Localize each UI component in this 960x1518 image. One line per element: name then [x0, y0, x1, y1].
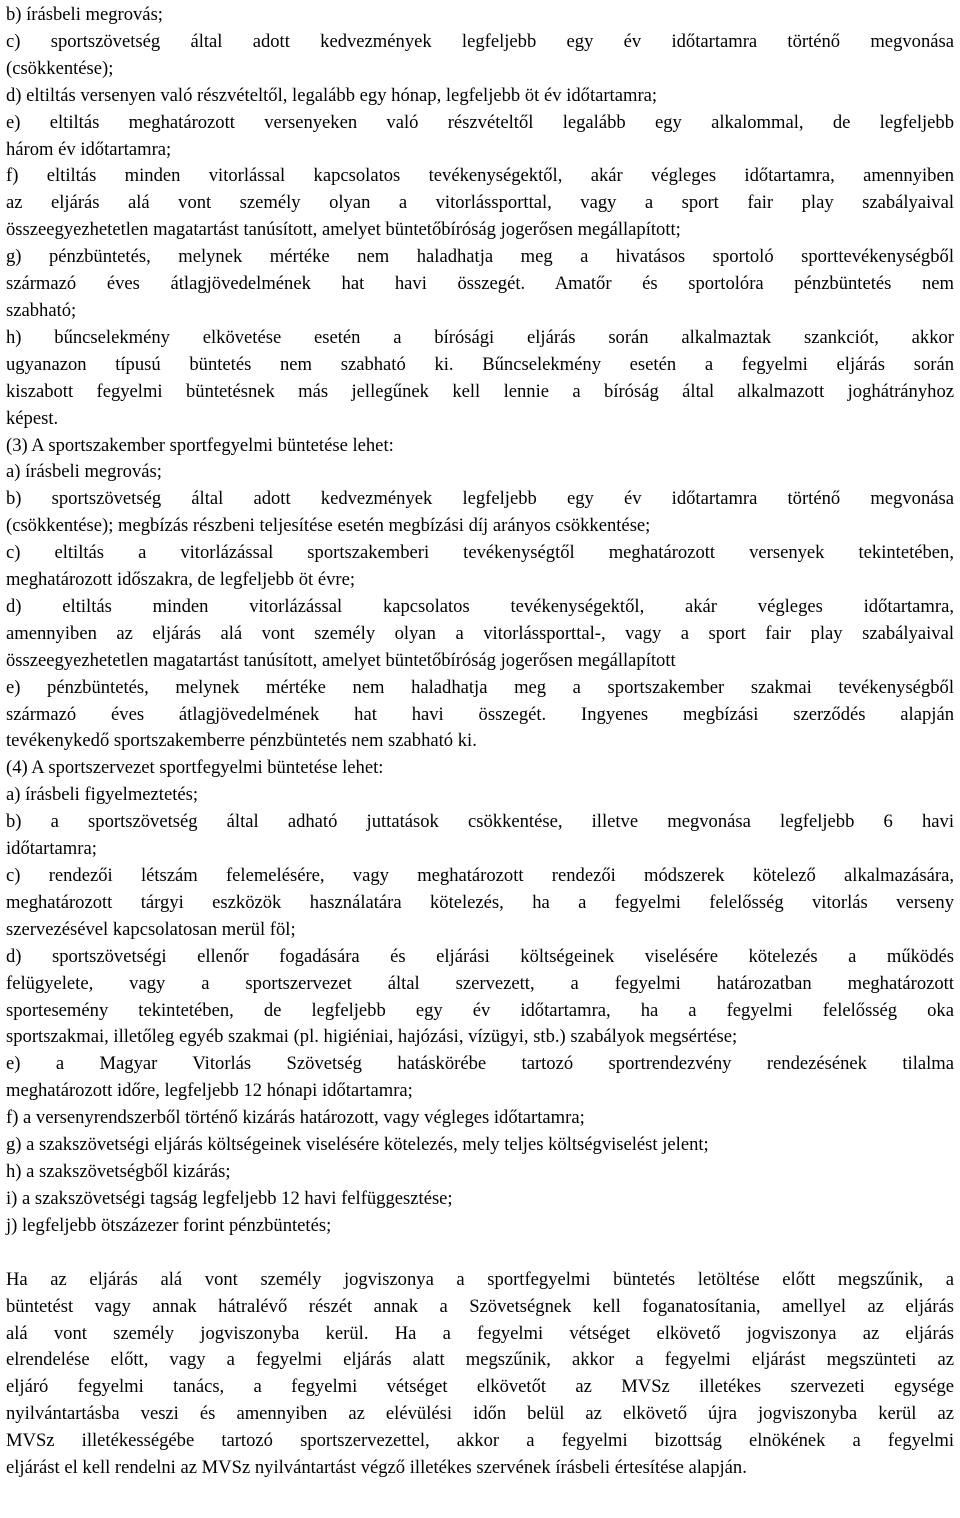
- section-4-item-d: [6, 944, 954, 1052]
- text-line: sportesemény tekintetében, de legfeljebb egy év időtartamra, ha a fegyelmi felelősség oka: [6, 999, 954, 1021]
- text-line: alá vont személy jogviszonyba kerül. Ha a fegyelmi vétséget elkövető jogviszonya az eljárás: [6, 1322, 954, 1344]
- paragraph-gap: [6, 1240, 954, 1267]
- text-line: (3) A sportszakember sportfegyelmi büntetése lehet:: [6, 434, 394, 456]
- text-line: tevékenykedő sportszakemberre pénzbüntetés nem szabható ki.: [6, 730, 477, 752]
- text-line: összeegyezhetetlen magatartást tanúsított, amelyet büntetőbíróság jogerősen megállapított;: [6, 219, 681, 241]
- text-line: d) eltiltás versenyen való részvételtől, legalább egy hónap, legfeljebb öt év időtartamra;: [6, 84, 658, 106]
- text-line: e) eltiltás meghatározott versenyeken való részvételtől legalább egy alkalommal, de legfeljebb: [6, 111, 954, 133]
- text-line: összeegyezhetetlen magatartást tanúsított, amelyet büntetőbíróság jogerősen megállapított: [6, 649, 676, 671]
- section-2-item-b: [6, 2, 954, 29]
- section-3-item-e: [6, 675, 954, 756]
- text-line: (csökkentése); megbízás részbeni teljesítése esetén megbízási díj arányos csökkentése;: [6, 515, 651, 537]
- section-2-item-f: [6, 163, 954, 244]
- text-line: MVSz illetékességébe tartozó sportszervezettel, akkor a fegyelmi bizottság elnökének a fegyelmi: [6, 1430, 954, 1452]
- text-line: szabható;: [6, 299, 77, 321]
- text-line: c) rendezői létszám felemelésére, vagy meghatározott rendezői módszerek kötelező alkalmazására,: [6, 865, 954, 886]
- text-line: az eljárás alá vont személy olyan a vitorlássporttal, vagy a sport fair play szabályaival: [6, 192, 954, 214]
- text-line: (4) A sportszervezet sportfegyelmi büntetése lehet:: [6, 757, 384, 779]
- section-4-item-f: [6, 1105, 954, 1132]
- text-line: j) legfeljebb ötszázezer forint pénzbüntetés;: [6, 1214, 332, 1236]
- text-line: i) a szakszövetségi tagság legfeljebb 12 havi felfüggesztése;: [6, 1187, 453, 1209]
- section-2-item-c: [6, 29, 954, 83]
- text-line: h) bűncselekmény elkövetése esetén a bírósági eljárás során alkalmaztak szankciót, akkor: [6, 326, 954, 348]
- section-3-item-c: [6, 540, 954, 594]
- section-4-item-a: [6, 782, 954, 809]
- section-3-item-b: [6, 486, 954, 540]
- text-line: c) eltiltás a vitorlázással sportszakemberi tevékenységtől meghatározott versenyek tekintetében,: [6, 542, 954, 564]
- text-line: amennyiben az eljárás alá vont személy olyan a vitorlássporttal-, vagy a sport fair play szabályaival: [6, 622, 954, 644]
- text-line: három év időtartamra;: [6, 138, 172, 160]
- closing-paragraph: [6, 1267, 954, 1482]
- text-line: meghatározott időszakra, de legfeljebb öt évre;: [6, 569, 355, 591]
- text-line: f) a versenyrendszerből történő kizárás határozott, vagy végleges időtartamra;: [6, 1107, 585, 1129]
- section-2-item-g: [6, 244, 954, 325]
- text-line: d) sportszövetségi ellenőr fogadására és eljárási költségeinek viselésére kötelezés a működés: [6, 945, 954, 967]
- text-line: e) a Magyar Vitorlás Szövetség hatáskörébe tartozó sportrendezvény rendezésének tilalma: [6, 1053, 954, 1075]
- section-3-item-d: [6, 594, 954, 675]
- text-line: időtartamra;: [6, 838, 97, 860]
- text-line: h) a szakszövetségből kizárás;: [6, 1160, 231, 1182]
- text-line: d) eltiltás minden vitorlázással kapcsolatos tevékenységektől, akár végleges időtartamra,: [6, 595, 954, 617]
- text-line: a) írásbeli megrovás;: [6, 461, 162, 483]
- text-line: meghatározott tárgyi eszközök használatára kötelezés, ha a fegyelmi felelősség vitorlás verseny: [6, 891, 954, 913]
- text-line: g) pénzbüntetés, melynek mértéke nem haladhatja meg a hivatásos sportoló sporttevékenységből: [6, 246, 954, 268]
- text-line: büntetést vagy annak hátralévő részét annak a Szövetségnek kell foganatosítania, amellyel az eljárás: [6, 1295, 954, 1317]
- section-4-item-i: [6, 1186, 954, 1213]
- text-line: a) írásbeli figyelmeztetés;: [6, 784, 199, 806]
- section-4-item-b: [6, 809, 954, 863]
- text-line: eljáró fegyelmi tanács, a fegyelmi vétséget elkövetőt az MVSz illetékes szervezeti egysége: [6, 1376, 954, 1398]
- text-line: származó éves átlagjövedelmének hat havi összegét. Amatőr és sportolóra pénzbüntetés nem: [6, 273, 954, 295]
- document-page: [6, 2, 954, 1482]
- text-line: c) sportszövetség által adott kedvezmények legfeljebb egy év időtartamra történő megvonása: [6, 30, 954, 52]
- text-line: eljárást el kell rendelni az MVSz nyilvántartást végző illetékes szervének írásbeli értesítése alapján.: [6, 1457, 747, 1479]
- text-line: meghatározott időre, legfeljebb 12 hónapi időtartamra;: [6, 1080, 413, 1102]
- text-line: elrendelése előtt, vagy a fegyelmi eljárás alatt megszűnik, akkor a fegyelmi eljárást megszünteti az: [6, 1349, 954, 1371]
- text-line: származó éves átlagjövedelmének hat havi összegét. Ingyenes megbízási szerződés alapján: [6, 703, 954, 725]
- section-4-item-j: [6, 1213, 954, 1240]
- section-3-item-a: [6, 459, 954, 486]
- text-line: Ha az eljárás alá vont személy jogviszonya a sportfegyelmi büntetés letöltése előtt megszűnik, a: [6, 1268, 954, 1290]
- text-line: ugyanazon típusú büntetés nem szabható ki. Bűncselekmény esetén a fegyelmi eljárás során: [6, 353, 954, 375]
- text-line: kiszabott fegyelmi büntetésnek más jellegűnek kell lennie a bíróság által alkalmazott joghátrányhoz: [6, 380, 954, 402]
- text-line: b) írásbeli megrovás;: [6, 4, 163, 25]
- text-line: f) eltiltás minden vitorlással kapcsolatos tevékenységektől, akár végleges időtartamra, amennyiben: [6, 165, 954, 187]
- text-line: b) sportszövetség által adott kedvezmények legfeljebb egy év időtartamra történő megvonása: [6, 488, 954, 510]
- text-line: b) a sportszövetség által adható juttatások csökkentése, illetve megvonása legfeljebb 6 havi: [6, 811, 954, 833]
- section-4-item-e: [6, 1051, 954, 1105]
- text-line: g) a szakszövetségi eljárás költségeinek viselésére kötelezés, mely teljes költségviselést jelent;: [6, 1134, 709, 1156]
- section-4-item-h: [6, 1159, 954, 1186]
- text-line: szervezésével kapcsolatosan merül föl;: [6, 918, 296, 940]
- section-3-heading: [6, 433, 954, 460]
- text-line: (csökkentése);: [6, 57, 114, 79]
- section-2-item-d: [6, 83, 954, 110]
- section-2-item-h: [6, 325, 954, 433]
- text-line: nyilvántartásba veszi és amennyiben az elévülési időn belül az elkövető újra jogviszonyba kerül az: [6, 1403, 954, 1425]
- section-2-item-e: [6, 110, 954, 164]
- text-line: sportszakmai, illetőleg egyéb szakmai (pl. higiéniai, hajózási, vízügyi, stb.) szabályok megsértése;: [6, 1026, 738, 1048]
- text-line: e) pénzbüntetés, melynek mértéke nem haladhatja meg a sportszakember szakmai tevékenységből: [6, 676, 954, 698]
- section-4-heading: [6, 755, 954, 782]
- text-line: felügyelete, vagy a sportszervezet által szervezett, a fegyelmi határozatban meghatározott: [6, 972, 954, 994]
- section-4-item-g: [6, 1132, 954, 1159]
- text-line: képest.: [6, 407, 59, 429]
- section-4-item-c: [6, 863, 954, 944]
